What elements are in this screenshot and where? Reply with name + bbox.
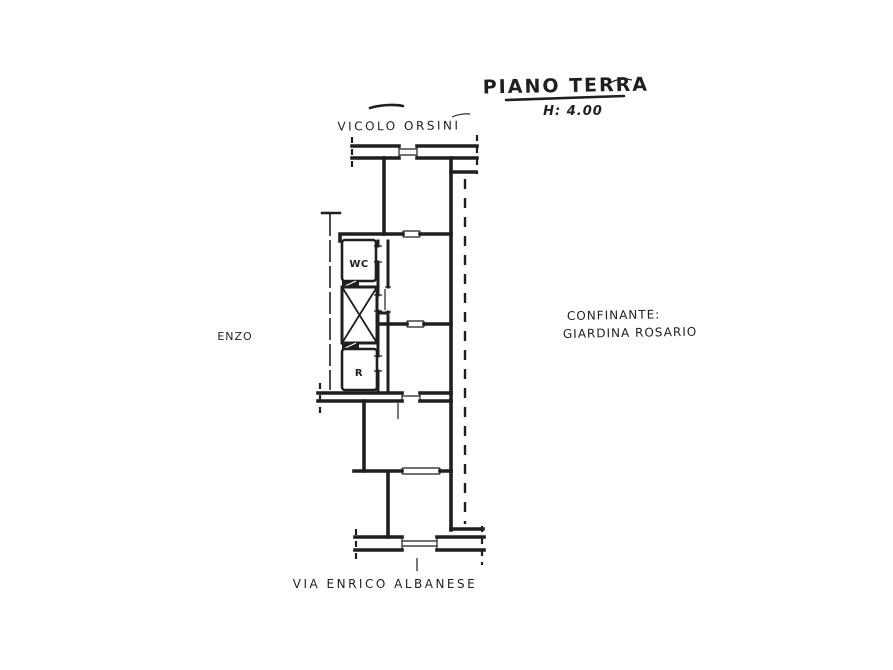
plan-walls: [318, 135, 484, 565]
door-opening: [402, 393, 420, 401]
wc-room-label: WC: [349, 259, 369, 270]
bottom-boundary-wall: [355, 526, 484, 565]
r-room-label: R: [354, 368, 364, 379]
door-opening: [407, 321, 424, 327]
street-bottom-label: VIA ENRICO ALBANESE: [292, 577, 478, 591]
right-wall: [451, 158, 483, 530]
bottom-window-icon: [402, 537, 437, 550]
street-top-label: VICOLO ORSINI: [337, 118, 461, 134]
stray-dash-mark: [370, 105, 403, 108]
top-boundary-wall: [352, 135, 477, 174]
left-neighbor-label: ENZO: [217, 330, 253, 343]
adjoining-heading: CONFINANTE:: [566, 307, 661, 323]
right-wall-stubs: [451, 172, 483, 529]
stray-thin-mark: [452, 114, 470, 117]
adjoining-name: GIARDINA ROSARIO: [562, 324, 698, 341]
corridor: [374, 241, 391, 393]
bottom-wall-lines: [355, 537, 484, 550]
r-room: [342, 349, 377, 390]
top-window-icon: [399, 146, 417, 158]
wall-lines: [318, 393, 451, 401]
wall-room4-room5: [354, 468, 451, 474]
wall-room3-room4: [318, 383, 451, 414]
height-note: H: 4.00: [543, 104, 603, 119]
page-title: PIANO TERRA: [482, 73, 650, 99]
stairwell-x-box: [342, 287, 377, 343]
wc-room: [342, 240, 376, 281]
title-block: [483, 74, 650, 119]
top-wall-lines: [352, 146, 477, 158]
door-opening: [402, 468, 440, 474]
door-opening: [403, 231, 420, 237]
